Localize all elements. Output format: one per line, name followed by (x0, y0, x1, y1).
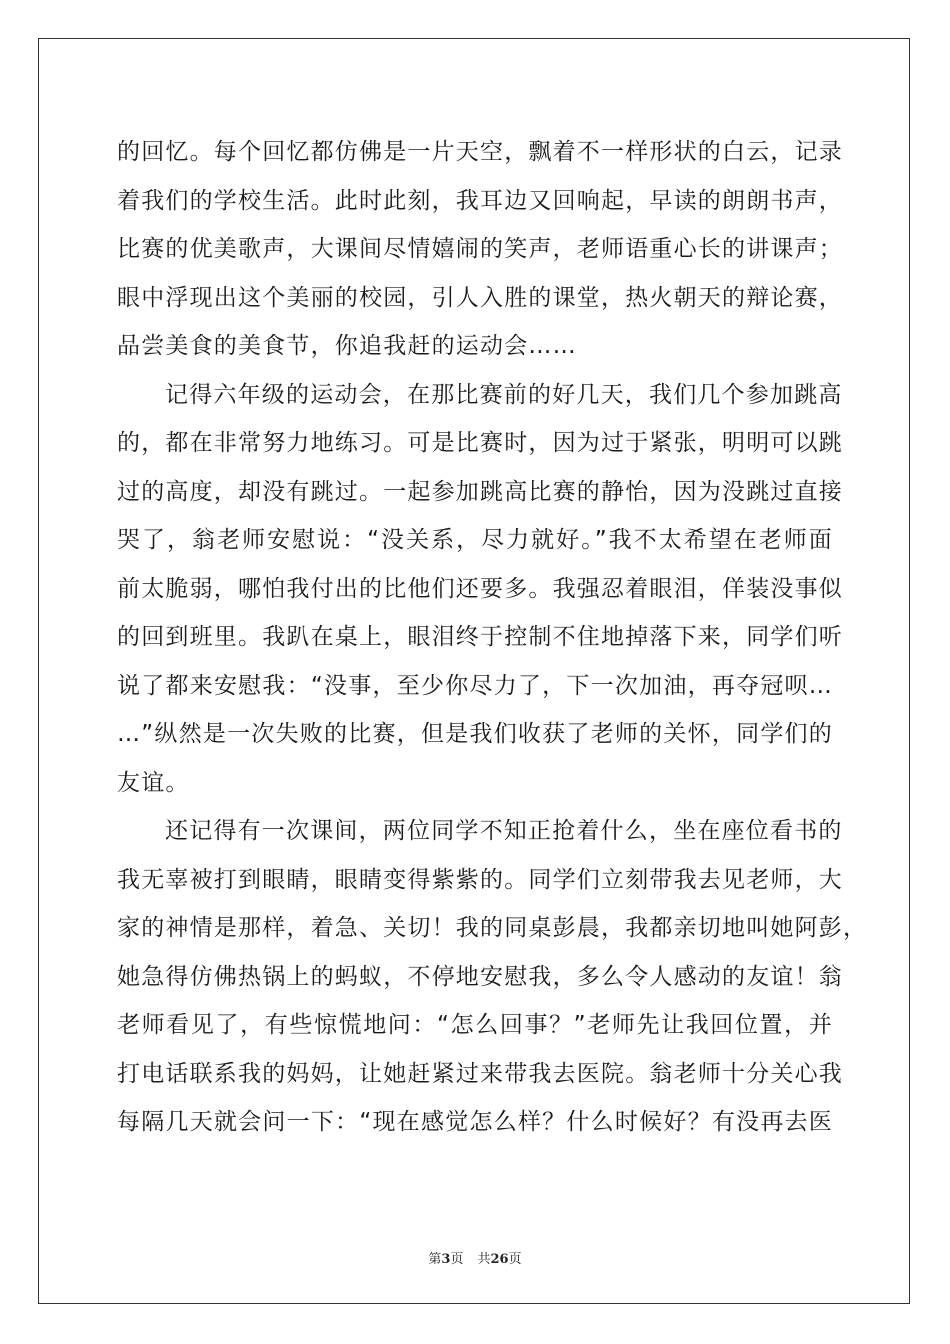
text-line: 哭了，翁老师安慰说：“没关系，尽力就好。”我不太希望在老师面 (117, 527, 833, 553)
document-body (117, 128, 868, 1147)
text-line: 打电话联系我的妈妈，让她赶紧过来带我去医院。翁老师十分关心我 (117, 1060, 843, 1087)
text-line: 的，都在非常努力地练习。可是比赛时，因为过于紧张，明明可以跳 (117, 430, 843, 456)
text-line: 她急得仿佛热锅上的蚂蚁，不停地安慰我，多么令人感动的友谊！翁 (117, 963, 843, 990)
text-line: 过的高度，却没有跳过。一起参加跳高比赛的静怡，因为没跳过直接 (117, 478, 843, 505)
text-line: 还记得有一次课间，两位同学不知正抢着什么，坐在座位看书的 (165, 818, 843, 844)
text-line: 的回到班里。我趴在桌上，眼泪终于控制不住地掉落下来，同学们听 (117, 624, 843, 650)
text-line: 的回忆。每个回忆都仿佛是一片天空，飘着不一样形状的白云，记录 (117, 139, 843, 165)
text-line: 前太脆弱，哪怕我付出的比他们还要多。我强忍着眼泪，佯装没事似 (117, 575, 843, 602)
total-pages: 26 (490, 1252, 509, 1267)
text-line: 着我们的学校生活。此时此刻，我耳边又回响起，早读的朗朗书声， (117, 187, 843, 214)
text-line: 品尝美食的美食节，你追我赶的运动会…… (117, 333, 577, 359)
text-line: …”纵然是一次失败的比赛，但是我们收获了老师的关怀，同学们的 (117, 721, 833, 747)
total-suffix: 页 (508, 1252, 522, 1267)
total-prefix: 共 (477, 1252, 491, 1267)
text-line: 记得六年级的运动会，在那比赛前的好几天，我们几个参加跳高 (165, 381, 843, 408)
page-prefix: 第 (428, 1252, 442, 1267)
text-line: 我无辜被打到眼睛，眼睛变得紫紫的。同学们立刻带我去见老师，大 (117, 866, 843, 893)
page-number: 3 (441, 1252, 451, 1267)
text-line: 每隔几天就会问一下：“现在感觉怎么样？什么时候好？有没再去医 (117, 1109, 833, 1135)
text-line: 眼中浮现出这个美丽的校园，引人入胜的课堂，热火朝天的辩论赛， (117, 284, 843, 311)
text-line: 友谊。 (117, 769, 190, 796)
text-line: 比赛的优美歌声，大课间尽情嬉闹的笑声，老师语重心长的讲课声； (117, 236, 843, 262)
text-line: 老师看见了，有些惊慌地问：“怎么回事？”老师先让我回位置，并 (117, 1012, 833, 1038)
page-footer (0, 1248, 950, 1267)
page-suffix: 页 (450, 1252, 464, 1267)
text-line: 说了都来安慰我：“没事，至少你尽力了，下一次加油，再夺冠呗… (117, 672, 833, 699)
text-line: 家的神情是那样，着急、关切！我的同桌彭晨，我都亲切地叫她阿彭， (117, 915, 868, 941)
